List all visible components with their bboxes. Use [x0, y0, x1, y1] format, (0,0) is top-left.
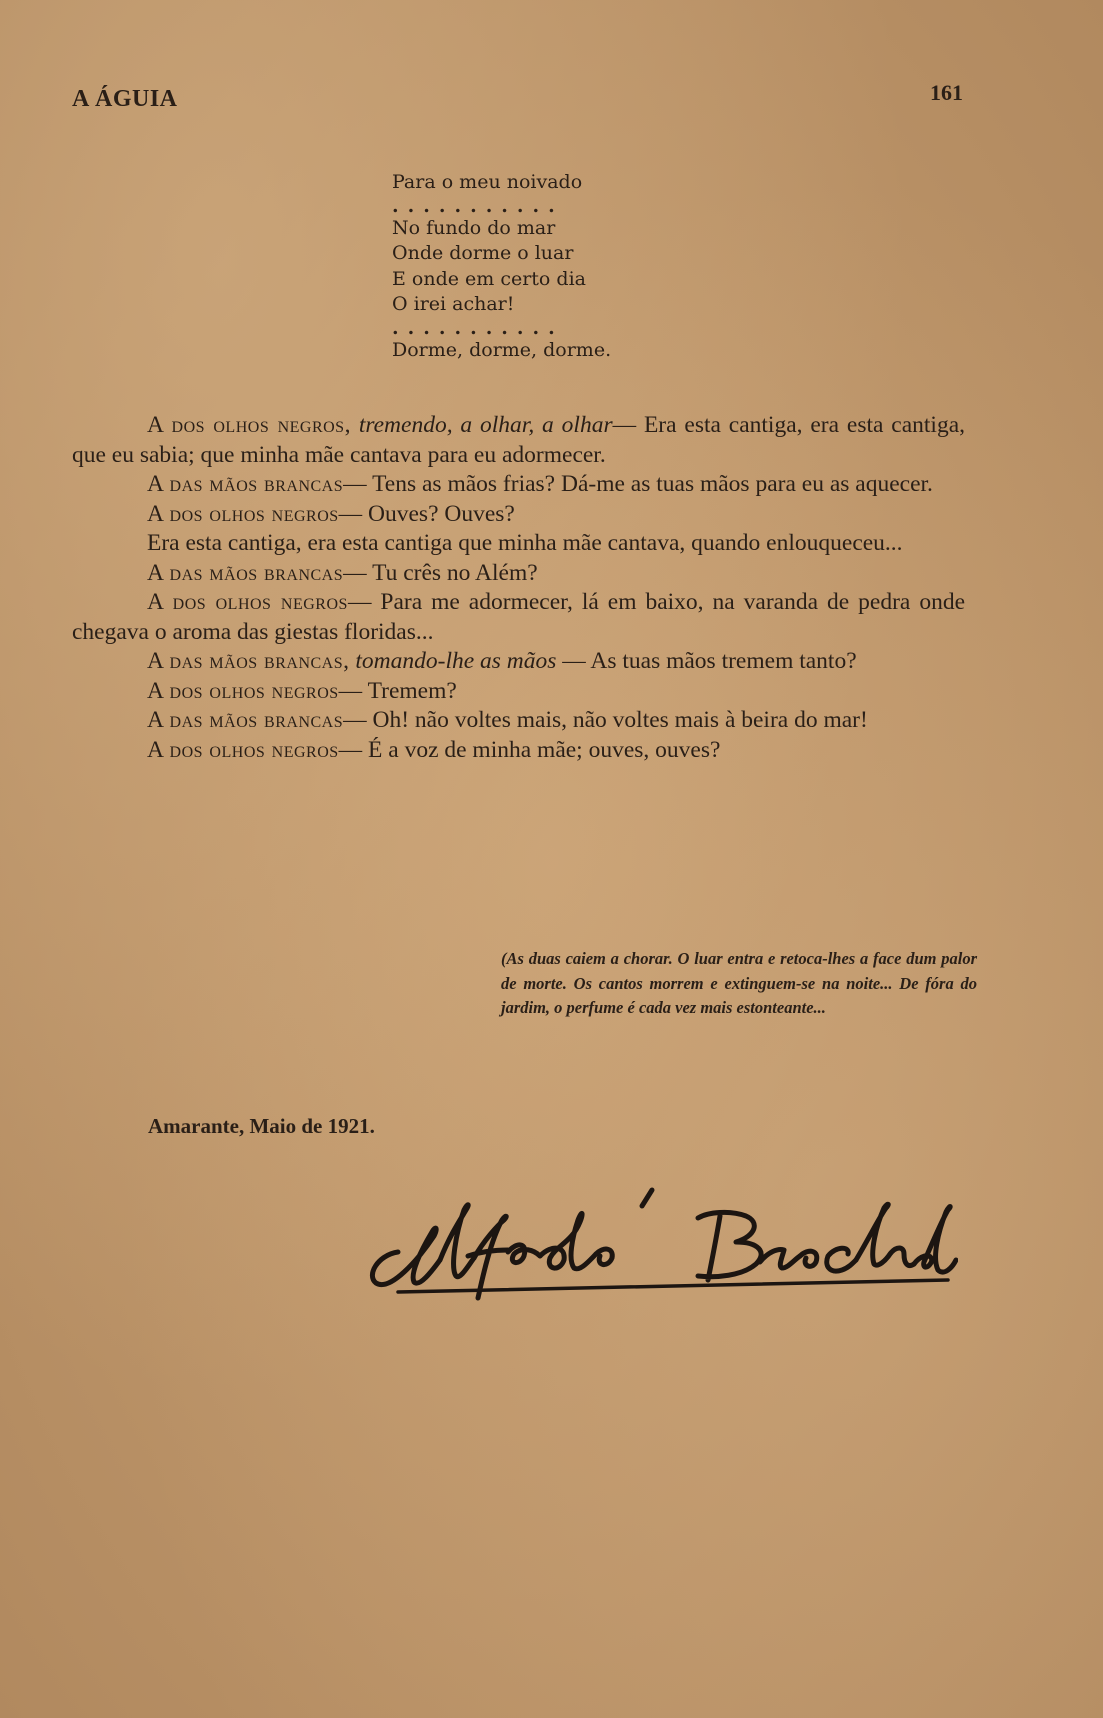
page-number: 161: [930, 80, 963, 105]
poem-heading: Para o meu noivado: [392, 171, 583, 193]
speaker-name: A dos olhos negros: [147, 677, 339, 704]
dialogue-line: [72, 736, 965, 766]
place-date: Amarante, Maio de 1921.: [148, 1114, 375, 1138]
speaker-name: A das mãos brancas: [147, 559, 344, 586]
poem-line: O irei achar!: [392, 293, 515, 315]
dialogue: [72, 411, 965, 765]
speech-text: — Ouves? Ouves?: [338, 500, 515, 527]
speaker-name: A das mãos brancas: [147, 707, 344, 733]
closing-stage-note: (As duas caiem a chorar. O luar entra e retoca-lhes a face dum palor de morte. Os cantos morrem e extinguem-se na noite... De fóra do jardim, o perfume é cada vez mais estonteante...: [501, 949, 977, 1017]
speaker-name: A das mãos brancas: [147, 471, 344, 497]
speaker-name: A dos olhos negros: [147, 589, 348, 615]
dialogue-line: [72, 500, 965, 530]
stage-direction: tomando-lhe as mãos: [355, 648, 557, 674]
speech-text: — Tu crês no Além?: [343, 559, 538, 586]
speaker-name: A dos olhos negros: [147, 736, 339, 763]
running-head: [72, 80, 963, 122]
poem-block: [392, 170, 611, 363]
dialogue-line: [72, 470, 965, 500]
poem-line: E onde em certo dia: [392, 267, 586, 290]
journal-title: A ÁGUIA: [72, 86, 178, 112]
speech-text: — Para me adormecer, lá em baixo, na varanda de pedra onde chegava o aroma das giestas floridas...: [72, 589, 965, 645]
dialogue-line: [72, 529, 965, 559]
dialogue-line: [72, 559, 965, 589]
poem-line: Onde dorme o luar: [392, 242, 574, 264]
speech-text: — É a voz de minha mãe; ouves, ouves?: [338, 736, 721, 763]
dialogue-line: [72, 677, 965, 707]
poem-separator: ...........: [392, 316, 564, 339]
author-signature: [358, 1180, 958, 1320]
speaker-name: A dos olhos negros,: [147, 412, 351, 438]
dialogue-line: [72, 706, 965, 736]
speaker-name: A dos olhos negros: [147, 500, 339, 527]
speech-text: — Tens as mãos frias? Dá-me as tuas mãos para eu as aquecer.: [343, 471, 933, 497]
speech-text: — As tuas mãos tremem tanto?: [562, 648, 857, 674]
dialogue-line: [72, 647, 965, 677]
speech-text: — Era esta cantiga, era esta cantiga, que eu sabia; que minha mãe cantava para eu adormecer.: [72, 412, 965, 468]
dialogue-line: [72, 411, 965, 470]
speaker-name: A das mãos brancas,: [147, 648, 350, 674]
poem-separator: ...........: [392, 194, 564, 217]
poem-refrain: Dorme, dorme, dorme.: [392, 338, 612, 361]
signature-drawing: [358, 1180, 958, 1320]
speech-text: — Tremem?: [338, 677, 457, 704]
speech-text: — Oh! não voltes mais, não voltes mais à beira do mar!: [343, 707, 868, 733]
poem-line: No fundo do mar: [392, 216, 556, 239]
stage-direction: tremendo, a olhar, a olhar: [358, 412, 613, 438]
dialogue-line: [72, 588, 965, 647]
speech-text: Era esta cantiga, era esta cantiga que minha mãe cantava, quando enlouqueceu...: [147, 530, 903, 556]
